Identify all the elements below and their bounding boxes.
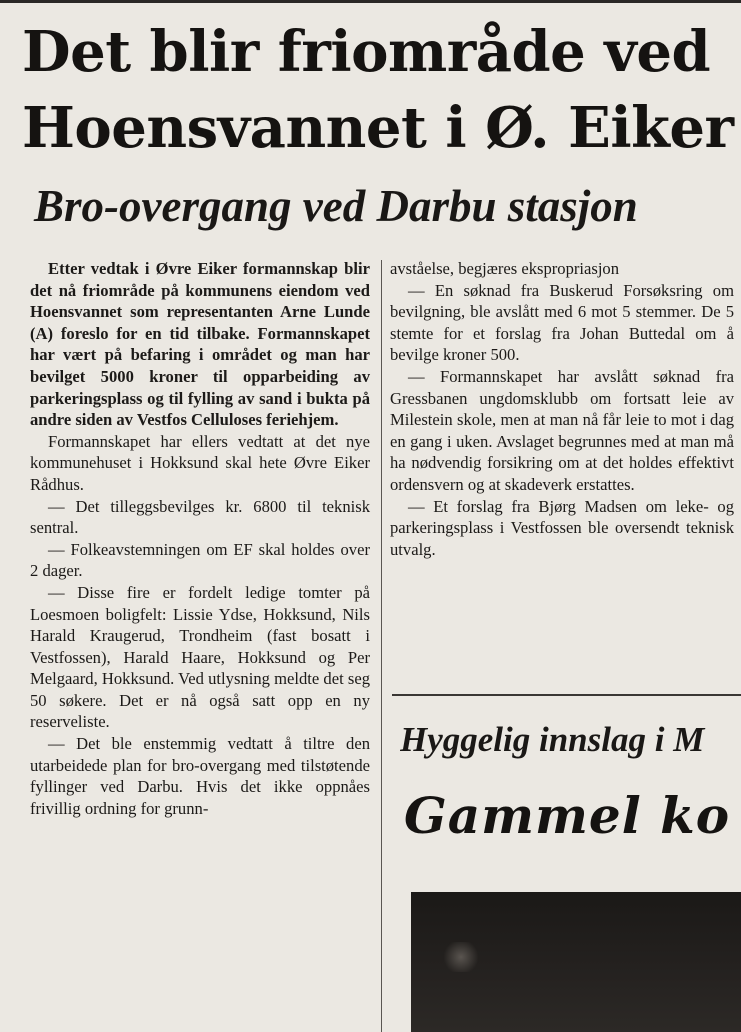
article-lead-paragraph: Etter vedtak i Øvre Eiker formannskap blir det nå friområde på kommunens eiendom ved Hoensvannet som representanten Arne Lunde (A) foreslo for en tid tilbake. Formannskapet har vært på befaring i området og man har bevilget 5000 kroner til opparbeiding av parkeringsplass og til fylling av sand i bukta på andre siden av Vestfos Celluloses feriehjem. [30, 259, 370, 430]
article-paragraph-continued: avståelse, begjæres ekspropriasjon [390, 259, 620, 278]
next-article-kicker: Hyggelig innslag i M [400, 720, 705, 759]
headline-line-1: Det blir friområde ved [22, 19, 711, 85]
article-paragraph: — Formannskapet har avslått søknad fra Gressbanen ungdomsklubb om fortsatt leie av Milestein skole, men at man nå får leie to mot i dag en gang i uken. Avslaget begrunnes med at man må ha nødvendig forsikring om at det holdes effektivt ordensvern og at skadeverk erstattes. [390, 366, 734, 494]
article-right-column [390, 258, 734, 560]
article-paragraph: — Det ble enstemmig vedtatt å tiltre den utarbeidede plan for bro-overgang med tilstøtende fyllinger ved Darbu. Hvis det ikke oppnåes frivillig ordning for grunn- [30, 734, 370, 818]
article-paragraph: Formannskapet har ellers vedtatt at det nye kommunehuset i Hokksund skal hete Øvre Eiker Rådhus. [30, 431, 370, 494]
top-rule [0, 0, 741, 3]
article-paragraph: — Folkeavstemningen om EF skal holdes over 2 dager. [30, 539, 370, 581]
subheadline: Bro-overgang ved Darbu stasjon [34, 181, 638, 231]
next-article-headline: Gammel ko [404, 786, 731, 845]
news-photo [411, 892, 741, 1032]
article-paragraph: — Disse fire er fordelt ledige tomter på Loesmoen boligfelt: Lissie Ydse, Hokksund, Nils Harald Kraugerud, Trondheim (fast bosatt i Vestfossen), Harald Haare, Hokksund og Per Melgaard, Hokksund. Ved utlysning meldte det seg 50 søkere. Det er nå også satt opp en ny reserveliste. [30, 582, 370, 732]
headline-line-2: Hoensvannet i Ø. Eiker [22, 95, 734, 161]
column-divider [381, 260, 382, 1032]
section-divider [392, 694, 741, 696]
article-paragraph: — Et forslag fra Bjørg Madsen om leke- og parkeringsplass i Vestfossen ble oversendt teknisk utvalg. [390, 496, 734, 559]
article-paragraph: — En søknad fra Buskerud Forsøksring om bevilgning, ble avslått med 6 mot 5 stemmer. De 5 stemte for et forslag fra Johan Buttedal om å bevilge kroner 500. [390, 280, 734, 365]
headline [22, 14, 737, 166]
article-left-column [30, 258, 370, 819]
article-paragraph: — Det tilleggsbevilges kr. 6800 til teknisk sentral. [30, 496, 370, 538]
